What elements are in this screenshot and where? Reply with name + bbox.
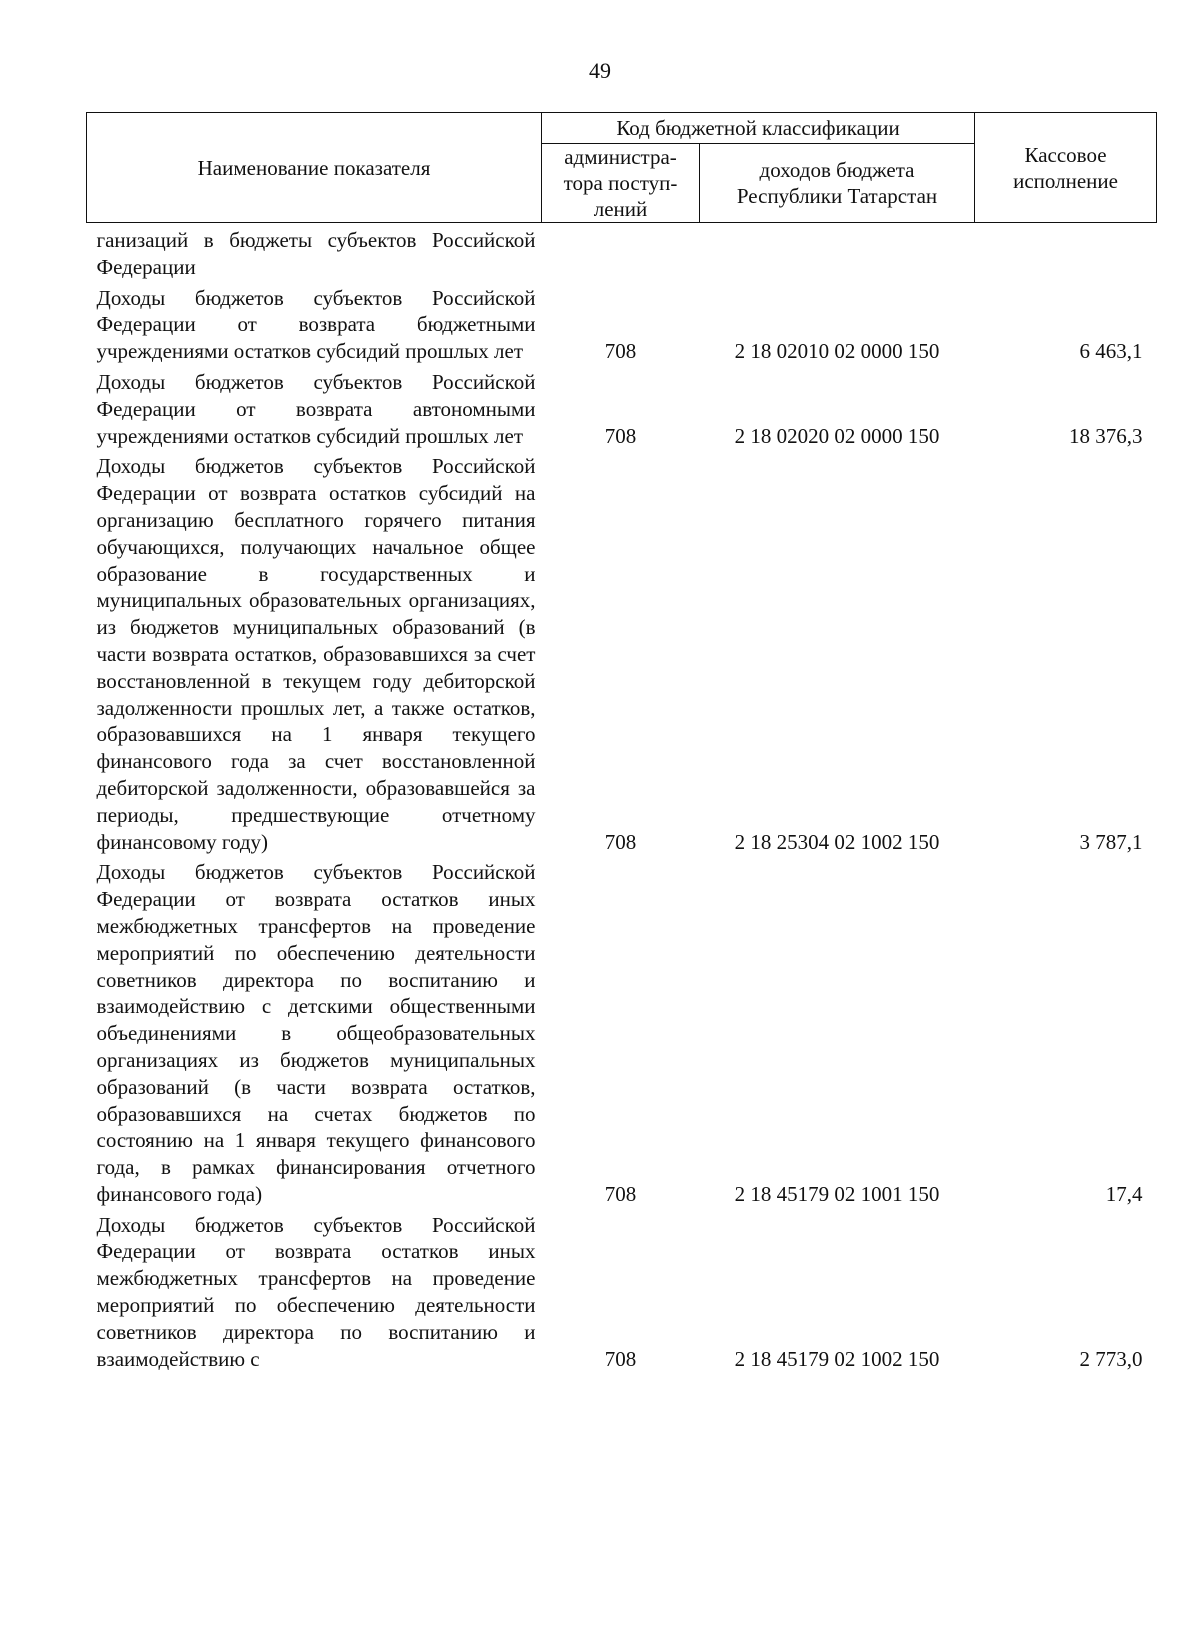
header-administrator: администра-тора поступ-лений (542, 144, 700, 223)
row-admin-code: 708 (604, 829, 637, 854)
header-classification-code: Код бюджетной классификации (542, 113, 975, 144)
row-revenue-code: 2 18 45179 02 1001 150 (734, 1181, 940, 1206)
row-name: Доходы бюджетов субъектов Российской Федерации от возврата бюджетными учреждениями остатков субсидий прошлых лет (96, 285, 536, 364)
row-admin-code: 708 (604, 423, 637, 448)
header-revenue-code: доходов бюджета Республики Татарстан (700, 144, 975, 223)
header-indicator-name: Наименование показателя (87, 113, 542, 223)
header-cash-execution: Кассовое исполнение (975, 113, 1157, 223)
row-revenue-code: 2 18 45179 02 1002 150 (734, 1346, 940, 1371)
row-admin-code: 708 (604, 1346, 637, 1371)
row-amount: 18 376,3 (1069, 423, 1143, 448)
row-revenue-code: 2 18 25304 02 1002 150 (734, 829, 940, 854)
row-admin-code: 708 (604, 339, 637, 364)
row-name: Доходы бюджетов субъектов Российской Федерации от возврата остатков иных межбюджетных трансфертов на проведение мероприятий по обеспечению деятельности советников директора по воспитанию и взаимодействию с (96, 1212, 536, 1371)
row-name: Доходы бюджетов субъектов Российской Федерации от возврата автономными учреждениями остатков субсидий прошлых лет (96, 369, 536, 448)
table-row (87, 223, 1157, 283)
table-body (87, 223, 1157, 1375)
row-amount: 17,4 (1105, 1181, 1143, 1206)
row-amount: 2 773,0 (1079, 1346, 1143, 1371)
row-amount (975, 223, 1157, 283)
row-revenue-code (700, 223, 975, 283)
table-row (87, 857, 1157, 1209)
table-header (87, 113, 1157, 223)
table-row (87, 451, 1157, 857)
page-number: 49 (589, 58, 611, 83)
row-revenue-code: 2 18 02020 02 0000 150 (734, 423, 940, 448)
row-admin-code: 708 (604, 1181, 637, 1206)
row-revenue-code: 2 18 02010 02 0000 150 (734, 339, 940, 364)
row-name: ганизаций в бюджеты субъектов Российской Федерации (96, 228, 536, 279)
table-row (87, 367, 1157, 451)
row-admin-code (542, 223, 700, 283)
table-row (87, 283, 1157, 367)
row-name: Доходы бюджетов субъектов Российской Федерации от возврата остатков иных межбюджетных трансфертов на проведение мероприятий по обеспечению деятельности советников директора по воспитанию и взаимодействию с детскими общественными объединениями в общеобразовательных организациях из бюджетов муниципальных образований (в части возврата остатков, образовавшихся на счетах бюджетов по состоянию на 1 января текущего финансового года, в рамках финансирования отчетного финансового года) (96, 860, 536, 1206)
row-amount: 6 463,1 (1079, 339, 1143, 364)
row-amount: 3 787,1 (1079, 829, 1143, 854)
row-name: Доходы бюджетов субъектов Российской Федерации от возврата остатков субсидий на организацию бесплатного горячего питания обучающихся, получающих начальное общее образование в государственных и муниципальных образовательных организациях, из бюджетов муниципальных образований (в части возврата остатков, образовавшихся за счет восстановленной в текущем году дебиторской задолженности прошлых лет, а также остатков, образовавшихся на 1 января текущего финансового года за счет восстановленной дебиторской задолженности, образовавшейся за периоды, предшествующие отчетному финансовому году) (96, 454, 536, 854)
table-row (87, 1210, 1157, 1375)
budget-revenue-table (86, 112, 1157, 1374)
